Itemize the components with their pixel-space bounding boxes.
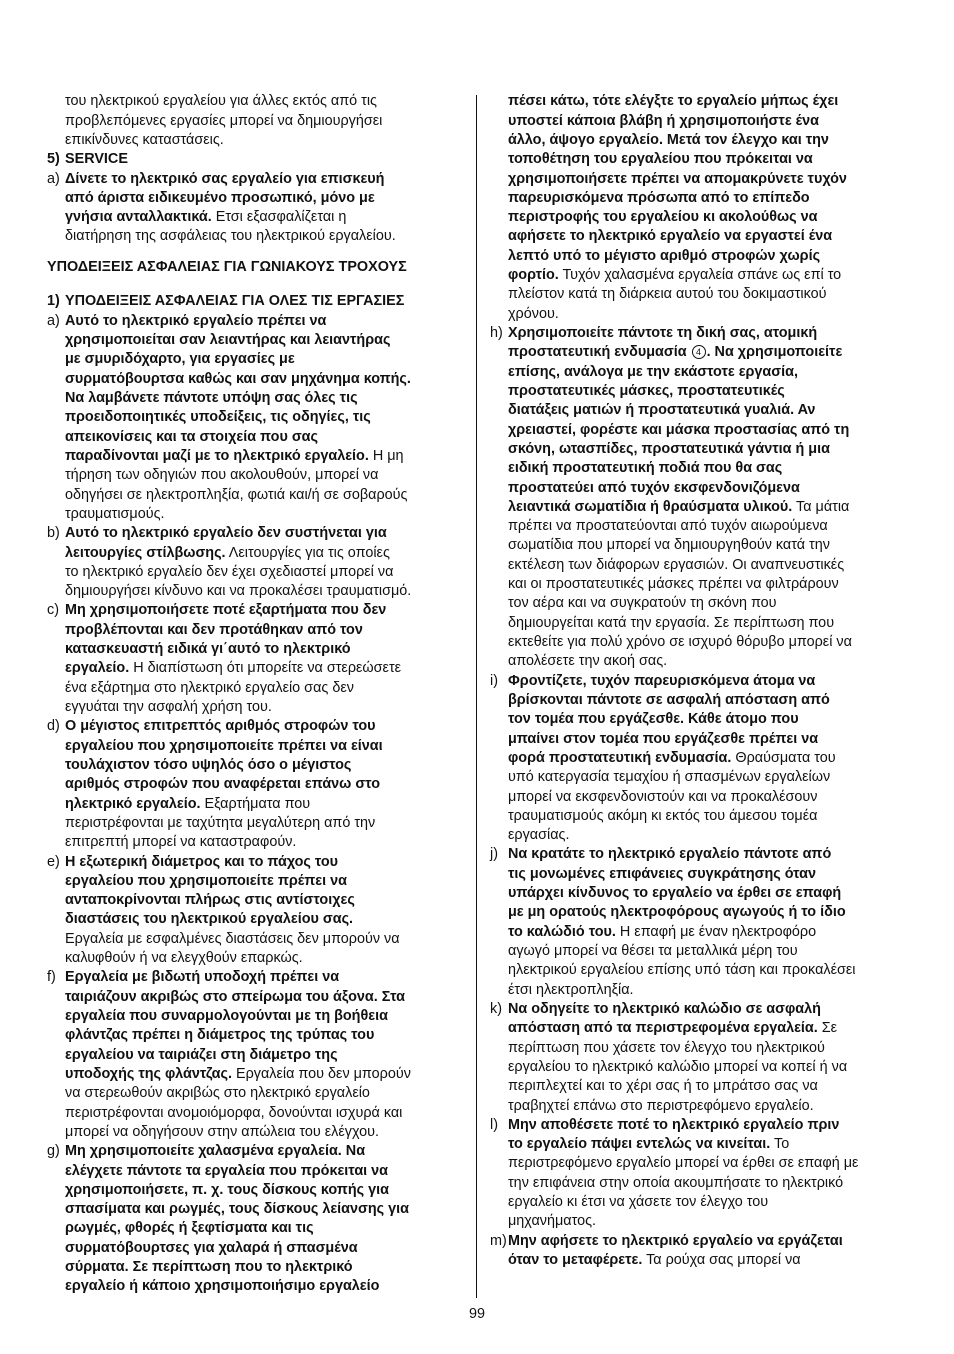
text-line <box>508 498 930 517</box>
text-line <box>65 331 472 350</box>
text-line <box>65 370 472 389</box>
body-text: Η διαπίστωση ότι μπορείτε να στερεώσετε <box>129 660 402 677</box>
item-marker: j) <box>490 846 498 863</box>
text-line <box>508 1251 930 1270</box>
text-line <box>65 968 472 987</box>
emphasized-text: Εργαλεία με βιδωτή υποδοχή πρέπει να <box>65 969 340 986</box>
emphasized-text: εργαλείου που χρησιμοποιείτε πρέπει να είναι <box>65 737 383 754</box>
text-line <box>508 189 930 208</box>
text-line <box>508 1193 930 1212</box>
body-text: Εργαλεία με εσφαλμένες διαστάσεις δεν μπορούν να <box>65 930 400 947</box>
text-line <box>65 717 472 736</box>
emphasized-text: άλλο, άψογο εργαλείο. Μετά τον έλεγχο και την <box>508 131 829 148</box>
text-line <box>65 601 472 620</box>
text-line <box>508 981 930 1000</box>
text-line <box>65 1084 472 1103</box>
text-line <box>508 594 930 613</box>
chapter-title-text: ΥΠΟΔΕΙΞΕΙΣ ΑΣΦΑΛΕΙΑΣ ΓΙΑ ΓΩΝΙΑΚΟΥΣ ΤΡΟΧΟΥΣ <box>47 259 407 276</box>
text-line <box>65 833 472 852</box>
instruction-item <box>490 1000 930 1116</box>
text-line <box>65 1065 472 1084</box>
emphasized-text: χρησιμοποιήσετε πρέπει να απομακρύνετε τυχόν <box>508 170 847 187</box>
text-line <box>508 1232 930 1251</box>
emphasized-text: παρευρισκόμενα πρόσωπα από το επίπεδο <box>508 189 810 206</box>
section-number: 5) <box>47 151 60 168</box>
emphasized-text: με σμυριδόχαρτο, για εργασίες με <box>65 351 295 368</box>
emphasized-text: Μη χρησιμοποιείτε χαλασμένα εργαλεία. Να <box>65 1143 366 1160</box>
body-text: περιπλεχτεί και το χέρι σας ή το μπράτσο σας να <box>508 1078 818 1095</box>
text-line <box>508 150 930 169</box>
instruction-item <box>47 853 472 969</box>
text-line <box>65 756 472 775</box>
emphasized-text: εργαλείου που χρησιμοποιείτε πρέπει να <box>65 872 347 889</box>
text-line <box>508 768 930 787</box>
emphasized-text: ανταποκρίνονται πλήρως στις αντίστοιχες <box>65 892 355 909</box>
instruction-item <box>47 601 472 717</box>
body-text: προβλεπόμενες εργασίες μπορεί να δημιουργήσει <box>65 112 383 129</box>
body-text: δημιουργείται κατά την εργασία. Σε περίπτωση που <box>508 614 835 631</box>
emphasized-text: γνήσια ανταλλακτικά. <box>65 209 212 226</box>
emphasized-text: ταιριάζουν ακριβώς στο σπείρωμα του άξονα. Στα <box>65 988 406 1005</box>
emphasized-text: σκόνη, ωτασπίδες, προστατευτικά γάντια ή μια <box>508 440 830 457</box>
body-text: επιτρεπτή μπορεί να καταστραφούν. <box>65 834 297 851</box>
text-line <box>65 582 472 601</box>
item-marker: a) <box>47 312 60 329</box>
body-text: Η επαφή με έναν ηλεκτροφόρο <box>615 923 817 940</box>
emphasized-text: προειδοποιητικές υποδείξεις, τις οδηγίες, τις <box>65 409 371 426</box>
text-line <box>508 961 930 980</box>
text-line <box>508 614 930 633</box>
text-line <box>508 382 930 401</box>
text-line <box>65 563 472 582</box>
text-line <box>508 807 930 826</box>
emphasized-text: Να κρατάτε το ηλεκτρικό εργαλείο πάντοτε από <box>508 846 832 863</box>
text-line <box>65 505 472 524</box>
emphasized-text: ηλεκτρικό εργαλείο. <box>65 795 201 812</box>
body-text: εργαλείου το ηλεκτρικό καλώδιο μπορεί να κοπεί ή να <box>508 1058 848 1075</box>
text-line <box>65 92 472 111</box>
text-line <box>65 189 472 208</box>
emphasized-text: Δίνετε το ηλεκτρικό σας εργαλείο για επισκευή <box>65 170 385 187</box>
section-heading-service <box>47 150 472 169</box>
text-line <box>65 1046 472 1065</box>
emphasized-text: φορά προστατευτική ενδυμασία. <box>508 749 732 766</box>
text-line <box>508 1058 930 1077</box>
text-line <box>508 826 930 845</box>
instruction-item <box>47 968 472 1142</box>
emphasized-text: Ο μέγιστος επιτρεπτός αριθμός στροφών του <box>65 718 376 735</box>
emphasized-text: προστατευτική ενδυμασία <box>508 344 691 361</box>
continued-paragraph <box>490 92 930 324</box>
instruction-item <box>490 845 930 1000</box>
emphasized-text: Αυτό το ηλεκτρικό εργαλείο δεν συστήνεται για <box>65 525 387 542</box>
text-line <box>65 1026 472 1045</box>
text-line <box>508 691 930 710</box>
text-line <box>508 575 930 594</box>
body-text: απολέσετε την ακοή σας. <box>508 653 668 670</box>
emphasized-text: αριθμός στροφών που αναφέρεται επάνω στο <box>65 776 380 793</box>
emphasized-text: τοποθέτηση του εργαλείου που πρόκειται να <box>508 151 813 168</box>
body-text: Η μη <box>368 447 404 464</box>
body-text: δημιουργήσει κίνδυνο και να προκαλέσει τραυματισμό. <box>65 583 412 600</box>
body-text: περιστρέφονται ανομοιόμορφα, δονούνται ισχυρά και <box>65 1104 403 1121</box>
section-title: SERVICE <box>65 151 128 168</box>
text-line <box>65 621 472 640</box>
body-text: Θραύσματα του <box>731 749 836 766</box>
instruction-item <box>47 1142 472 1297</box>
instruction-item <box>47 312 472 524</box>
body-text: αγωγό μπορεί να θέσει τα μεταλλικά μέρη του <box>508 943 798 960</box>
item-marker: f) <box>47 969 56 986</box>
text-line <box>508 459 930 478</box>
body-text: Τα ρούχα σας μπορεί να <box>642 1252 801 1269</box>
section-title: ΥΠΟΔΕΙΞΕΙΣ ΑΣΦΑΛΕΙΑΣ ΓΙΑ ΟΛΕΣ ΤΙΣ ΕΡΓΑΣΙΕΣ <box>65 293 405 310</box>
emphasized-text: Η εξωτερική διάμετρος και το πάχος του <box>65 853 339 870</box>
text-line <box>508 324 930 343</box>
item-marker: e) <box>47 853 60 870</box>
emphasized-text: συρματόβουρτσες για χαλαρά ή σπασμένα <box>65 1239 358 1256</box>
chapter-title <box>47 258 472 277</box>
body-text: πλείστον κατά τη διάρκεια αυτού του δοκιμαστικού <box>508 286 827 303</box>
text-line <box>65 1200 472 1219</box>
body-text: ένα εξάρτημα στο ηλεκτρικό εργαλείο σας δεν <box>65 679 354 696</box>
text-line <box>65 1219 472 1238</box>
text-line <box>65 466 472 485</box>
body-text: Σε <box>817 1020 838 1037</box>
body-text: έτσι ηλεκτροπληξία. <box>508 981 634 998</box>
emphasized-text: φλάντζας πρέπει η διάμετρος της τρύπας του <box>65 1027 375 1044</box>
text-line <box>65 988 472 1007</box>
text-line <box>65 112 472 131</box>
body-text: πρέπει να προστατεύονται από τυχόν αιωρούμενα <box>508 518 828 535</box>
text-line <box>508 903 930 922</box>
text-line <box>65 737 472 756</box>
emphasized-text: όταν το μεταφέρετε. <box>508 1252 643 1269</box>
text-line <box>65 1277 472 1296</box>
body-text: να στερεωθούν ακριβώς στο ηλεκτρικό εργαλείο <box>65 1085 370 1102</box>
text-line <box>508 845 930 864</box>
emphasized-text: τουλάχιστον τόσο υψηλός όσο ο μέγιστος <box>65 756 352 773</box>
emphasized-text: Μην αφήσετε το ηλεκτρικό εργαλείο να εργάζεται <box>508 1232 843 1249</box>
body-text: εκτέλεση των διάφορων εργασιών. Οι αναπνευστικές <box>508 556 845 573</box>
text-line <box>508 865 930 884</box>
text-line <box>508 208 930 227</box>
instruction-item <box>490 324 930 672</box>
section-all-operations-items <box>47 312 472 1297</box>
emphasized-text: προβλέπονται και δεν προτάθηκαν από τον <box>65 621 363 638</box>
text-line <box>508 1212 930 1231</box>
emphasized-text: χρησιμοποιείται σαν λειαντήρας και λειαντήρας <box>65 332 391 349</box>
body-text: ηλεκτρικού εργαλείου επίσης υπό τάση και προκαλέσει <box>508 962 856 979</box>
body-text: εκτεθείτε για πολύ χρόνο σε ισχυρό θόρυβο μπορεί να <box>508 634 852 651</box>
text-line <box>65 131 472 150</box>
text-line <box>65 486 472 505</box>
emphasized-text: περιστροφής του εργαλείου κι ακολούθως να <box>508 209 818 226</box>
text-line <box>508 1039 930 1058</box>
body-text: εργασίας. <box>508 827 570 844</box>
item-marker: a) <box>47 170 60 187</box>
body-text: τραυματισμούς. <box>65 505 165 522</box>
section-service-items <box>47 170 472 247</box>
emphasized-text: τον τομέα που εργάζεσθε. Κάθε άτομο που <box>508 711 799 728</box>
text-line <box>508 131 930 150</box>
text-line <box>508 1154 930 1173</box>
emphasized-text: Χρησιμοποιείτε πάντοτε τη δική σας, ατομική <box>508 325 818 342</box>
emphasized-text: διατάξεις ματιών ή προστατευτικά γυαλιά. Αν <box>508 402 816 419</box>
emphasized-text: τις μονωμένες επιφάνειες συγκράτησης όταν <box>508 865 816 882</box>
item-marker: m) <box>490 1232 507 1249</box>
text-line <box>508 1077 930 1096</box>
emphasized-text: σπασίματα και ρωγμές, τους δίσκους λείανσης για <box>65 1201 409 1218</box>
text-line <box>508 170 930 189</box>
emphasized-text: διαστάσεις του ηλεκτρικού εργαλείου σας. <box>65 911 354 928</box>
text-line <box>508 730 930 749</box>
text-line <box>508 1000 930 1019</box>
text-line <box>508 112 930 131</box>
text-line <box>508 1174 930 1193</box>
text-line <box>508 1135 930 1154</box>
text-line <box>65 814 472 833</box>
text-line <box>508 266 930 285</box>
text-line <box>508 749 930 768</box>
instruction-item <box>47 170 472 247</box>
text-line <box>508 343 930 362</box>
text-line <box>65 544 472 563</box>
body-text: καλυφθούν ή να ελεγχθούν επαρκώς. <box>65 950 303 967</box>
text-line <box>508 363 930 382</box>
circled-figure-reference: 4 <box>692 345 706 359</box>
text-line <box>508 285 930 304</box>
page-number: 99 <box>468 1305 485 1322</box>
text-line <box>508 710 930 729</box>
text-line <box>65 910 472 929</box>
body-text: του ηλεκτρικού εργαλείου για άλλες εκτός από τις <box>65 93 377 110</box>
item-marker: c) <box>47 602 59 619</box>
emphasized-text: παραδίνονται μαζί με το ηλεκτρικό εργαλείο. <box>65 447 369 464</box>
body-text: Τυχόν χαλασμένα εργαλεία σπάνε ως επί το <box>558 267 842 284</box>
section-number: 1) <box>47 293 60 310</box>
text-line <box>508 884 930 903</box>
emphasized-text: προστατευτικές μάσκες, προστατευτικές <box>508 382 785 399</box>
right-column-items <box>490 324 930 1270</box>
instruction-item <box>47 524 472 601</box>
body-text: τον αέρα και να συγκρατούν τη σκόνη που <box>508 595 777 612</box>
text-line <box>508 247 930 266</box>
body-text: και οι προστατευτικές μάσκες πρέπει να φιλτράρουν <box>508 576 839 593</box>
body-text: Εργαλεία που δεν μπορούν <box>232 1065 411 1082</box>
emphasized-text: απόσταση από τα περιστρεφομένα εργαλεία. <box>508 1020 818 1037</box>
emphasized-text: χρησιμοποιήσετε, π. χ. τους δίσκους κοπής για <box>65 1181 389 1198</box>
emphasized-text: Να λαμβάνετε πάντοτε υπόψη σας όλες τις <box>65 390 358 407</box>
emphasized-text: λειτουργίες στίλβωσης. <box>65 544 226 561</box>
instruction-item <box>490 1232 930 1271</box>
text-line <box>65 891 472 910</box>
body-text: μπορεί να οδηγήσουν στην απώλεια του ελέγχου. <box>65 1123 380 1140</box>
right-column <box>490 92 930 1270</box>
text-line <box>65 1007 472 1026</box>
emphasized-text: εργαλείο. <box>65 660 130 677</box>
text-line <box>65 350 472 369</box>
text-line <box>508 1116 930 1135</box>
text-line <box>65 698 472 717</box>
emphasized-text: απεικονίσεις και τα στοιχεία που σας <box>65 428 319 445</box>
text-line <box>65 1123 472 1142</box>
emphasized-text: επίσης, ανάλογα με την εκάστοτε εργασία, <box>508 363 798 380</box>
body-text: μηχανήματος. <box>508 1213 597 1230</box>
body-text: Τα μάτια <box>792 498 850 515</box>
body-text: επικίνδυνες καταστάσεις. <box>65 131 224 148</box>
text-line <box>65 1258 472 1277</box>
item-marker: h) <box>490 325 503 342</box>
body-text: μπορεί να εκσφενδονιστούν και να προκαλέσουν <box>508 788 818 805</box>
body-text: Ετσι εξασφαλίζεται η <box>211 209 347 226</box>
text-line <box>508 942 930 961</box>
body-text: εργαλείο κι έτσι να χάσετε τον έλεγχο του <box>508 1194 769 1211</box>
item-marker: l) <box>490 1116 498 1133</box>
body-text: Λειτουργίες για τις οποίες <box>225 544 390 561</box>
emphasized-text: βρίσκονται πάντοτε σε ασφαλή απόσταση από <box>508 691 830 708</box>
body-text: περίπτωση που χάσετε τον έλεγχο του ηλεκτρικού <box>508 1039 825 1056</box>
emphasized-text: σύρματα. Σε περίπτωση που το ηλεκτρικό <box>65 1259 353 1276</box>
body-text: υπό κατεργασία τεμαχίου ή σπασμένων εργαλείων <box>508 769 831 786</box>
emphasized-text: φορτίο. <box>508 267 559 284</box>
emphasized-text: λεπτό υπό το μέγιστο αριθμό στροφών χωρίς <box>508 247 821 264</box>
column-divider <box>476 95 477 1298</box>
text-line <box>508 788 930 807</box>
emphasized-text: αφήσετε το ηλεκτρικό εργαλείο να εργαστεί ένα <box>508 228 833 245</box>
emphasized-text: . Να χρησιμοποιείτε <box>706 344 843 361</box>
text-line <box>65 1142 472 1161</box>
text-line <box>508 440 930 459</box>
text-line <box>508 652 930 671</box>
text-line <box>65 389 472 408</box>
emphasized-text: ρωγμές, φθορές ή ξεφτίσματα και τις <box>65 1220 314 1237</box>
body-text: περιστρεφόμενο εργαλείο μπορεί να έρθει σε επαφή με <box>508 1155 859 1172</box>
item-marker: i) <box>490 672 498 689</box>
emphasized-text: υποστεί κάποια βλάβη ή χρησιμοποιήστε ένα <box>508 112 819 129</box>
emphasized-text: Αυτό το ηλεκτρικό εργαλείο πρέπει να <box>65 312 327 329</box>
text-line <box>65 1181 472 1200</box>
body-text: οδηγήσει σε ηλεκτροπληξία, φωτιά και/ή σε σοβαρούς <box>65 486 408 503</box>
emphasized-text: εργαλείου να ταιριάζει στη διάμετρο της <box>65 1046 338 1063</box>
emphasized-text: Μη χρησιμοποιήσετε ποτέ εξαρτήματα που δεν <box>65 602 387 619</box>
body-text: το ηλεκτρικό εργαλείο δεν έχει σχεδιαστεί μπορεί να <box>65 563 394 580</box>
text-line <box>508 1019 930 1038</box>
text-line <box>508 923 930 942</box>
text-line <box>508 305 930 324</box>
text-line <box>65 1239 472 1258</box>
emphasized-text: ειδική προστατευτική ποδιά που θα σας <box>508 460 783 477</box>
text-line <box>65 775 472 794</box>
continued-paragraph <box>47 92 472 150</box>
emphasized-text: με μη ορατούς ηλεκτροφόρους αγωγούς ή το ίδιο <box>508 904 846 921</box>
emphasized-text: υποδοχής της φλάντζας. <box>65 1065 232 1082</box>
text-line <box>65 872 472 891</box>
emphasized-text: Μην αποθέσετε ποτέ το ηλεκτρικό εργαλείο πριν <box>508 1116 840 1133</box>
emphasized-text: ελέγχετε πάντοτε τα εργαλεία που πρόκειται να <box>65 1162 389 1179</box>
body-text: χρόνου. <box>508 305 559 322</box>
emphasized-text: μπαίνει στον τομέα που εργάζεσθε πρέπει να <box>508 730 819 747</box>
section-heading-all-operations <box>47 292 472 311</box>
item-marker: k) <box>490 1000 502 1017</box>
instruction-item <box>490 1116 930 1232</box>
body-text: διατήρηση της ασφάλειας του ηλεκτρικού εργαλείου. <box>65 228 396 245</box>
text-line <box>508 227 930 246</box>
body-text: την επιφάνεια στην οποία ακουμπήσατε το ηλεκτρικό <box>508 1174 844 1191</box>
item-marker: g) <box>47 1143 60 1160</box>
text-line <box>65 930 472 949</box>
text-line <box>65 795 472 814</box>
body-text: εγγυάται την ασφαλή χρήση του. <box>65 699 272 716</box>
body-text: τραβηχτεί επάνω στο περιστρεφόμενο εργαλείο. <box>508 1097 814 1114</box>
body-text: σωματίδια που μπορεί να δημιουργηθούν κατά την <box>508 537 830 554</box>
instruction-item <box>47 717 472 852</box>
text-line <box>508 421 930 440</box>
text-line <box>508 672 930 691</box>
left-column <box>47 92 472 1296</box>
text-line <box>508 517 930 536</box>
text-line <box>65 679 472 698</box>
instruction-item <box>490 672 930 846</box>
emphasized-text: υπάρχει κίνδυνος το εργαλείο να έρθει σε επαφή <box>508 885 842 902</box>
emphasized-text: προστατεύει από τυχόν εκσφενδονιζόμενα <box>508 479 800 496</box>
text-line <box>65 408 472 427</box>
text-line <box>65 1104 472 1123</box>
item-marker: d) <box>47 718 60 735</box>
text-line <box>65 312 472 331</box>
body-text: περιστρέφονται με ταχύτητα μεγαλύτερη από την <box>65 814 376 831</box>
emphasized-text: εργαλείο ή κάποιο χρησιμοποιήσιμο εργαλείο <box>65 1278 380 1295</box>
emphasized-text: χρειαστεί, φορέστε και μάσκα προστασίας από τη <box>508 421 850 438</box>
text-line <box>508 556 930 575</box>
emphasized-text: πέσει κάτω, τότε ελέγξτε το εργαλείο μήπως έχει <box>508 93 839 110</box>
emphasized-text: από άριστα ειδικευμένο προσωπικό, μόνο με <box>65 189 375 206</box>
text-line <box>65 170 472 189</box>
text-line <box>65 853 472 872</box>
item-marker: b) <box>47 525 60 542</box>
emphasized-text: το καλώδιό του. <box>508 923 616 940</box>
text-line <box>508 1097 930 1116</box>
emphasized-text: το εργαλείο πάψει εντελώς να κινείται. <box>508 1136 771 1153</box>
text-line <box>508 633 930 652</box>
emphasized-text: Φροντίζετε, τυχόν παρευρισκόμενα άτομα να <box>508 672 816 689</box>
emphasized-text: λειαντικά σωματίδια ή θραύσματα υλικού. <box>508 498 793 515</box>
text-line <box>508 536 930 555</box>
text-line <box>65 208 472 227</box>
text-line <box>508 401 930 420</box>
emphasized-text: εργαλεία που συναρμολογούνται με τη βοήθεια <box>65 1008 388 1025</box>
body-text: τραυματισμούς ακόμη κι εκτός του άμεσου τομέα <box>508 807 818 824</box>
body-text: τήρηση των οδηγιών που ακολουθούν, μπορεί να <box>65 467 379 484</box>
text-line <box>65 1162 472 1181</box>
text-line <box>65 659 472 678</box>
text-line <box>65 524 472 543</box>
text-line <box>65 428 472 447</box>
emphasized-text: κατασκευαστή ειδικά γι΄αυτό το ηλεκτρικό <box>65 641 351 658</box>
text-line <box>508 92 930 111</box>
text-line <box>508 479 930 498</box>
text-line <box>65 227 472 246</box>
text-line <box>65 447 472 466</box>
text-line <box>65 640 472 659</box>
emphasized-text: Να οδηγείτε το ηλεκτρικό καλώδιο σε ασφαλή <box>508 1000 821 1017</box>
body-text: Εξαρτήματα που <box>200 795 311 812</box>
body-text: Το <box>770 1136 790 1153</box>
emphasized-text: συρματόβουρτσα καθώς και σαν μηχάνημα κοπής. <box>65 370 411 387</box>
text-line <box>65 949 472 968</box>
